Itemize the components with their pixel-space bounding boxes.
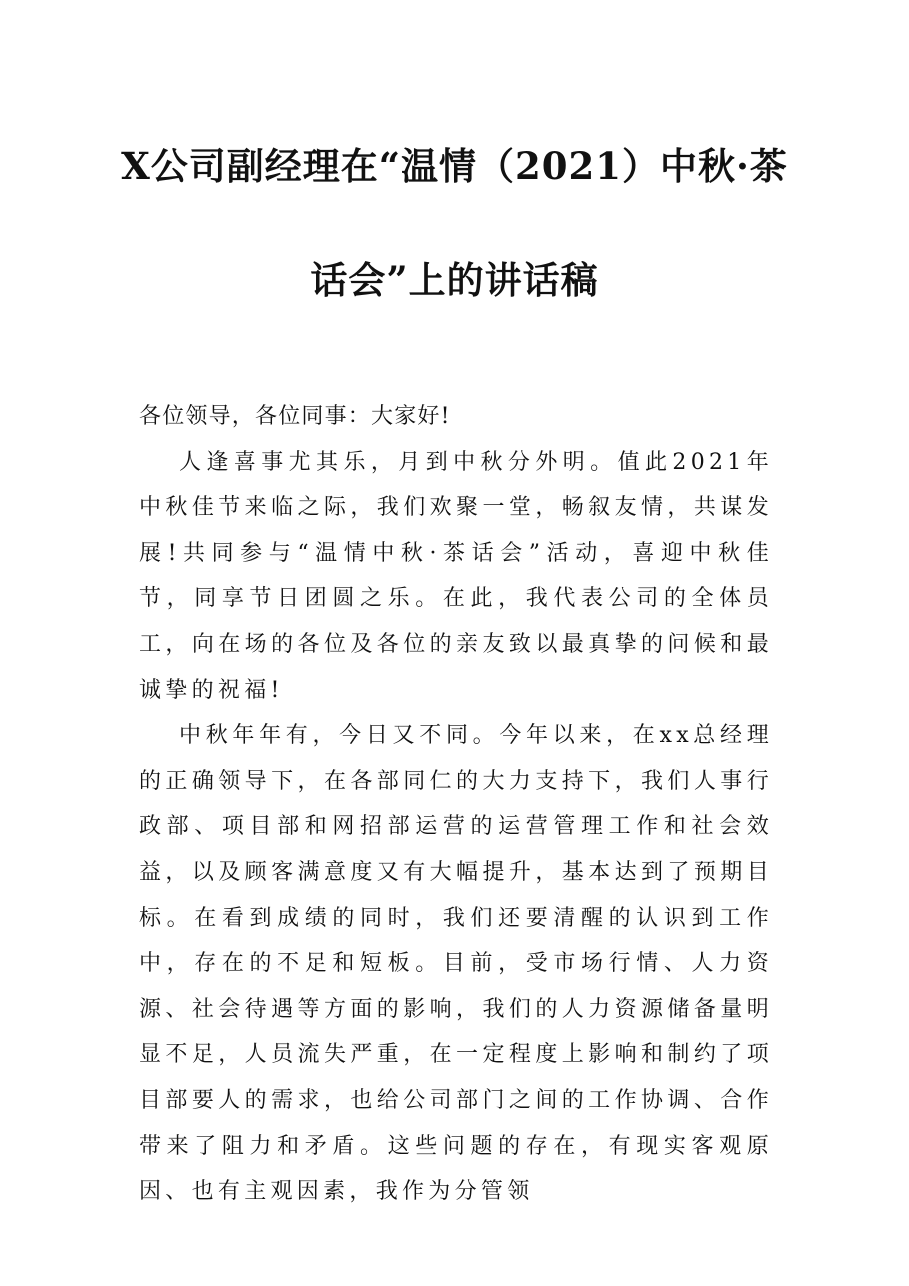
document-body [139, 394, 773, 1215]
paragraph-2: 中秋年年有，今日又不同。今年以来，在xx总经理的正确领导下，在各部同仁的大力支持下，我们人事行政部、项目部和网招部运营的运营管理工作和社会效益，以及顾客满意度又有大幅提升，基本达到了预期目标。在看到成绩的同时，我们还要清醒的认识到工作中，存在的不足和短板。目前，受市场行情、人力资源、社会待遇等方面的影响，我们的人力资源储备量明显不足，人员流失严重，在一定程度上影响和制约了项目部要人的需求，也给公司部门之间的工作协调、合作带来了阻力和矛盾。这些问题的存在，有现实客观原因、也有主观因素，我作为分管领 [139, 723, 773, 1205]
document-title-line-1: X公司副经理在“温情（2021）中秋·茶 [121, 144, 788, 188]
paragraph-1: 人逢喜事尤其乐，月到中秋分外明。值此2021年中秋佳节来临之际，我们欢聚一堂，畅叙友情，共谋发展!共同参与“温情中秋·茶话会”活动，喜迎中秋佳节，同享节日团圆之乐。在此，我代表公司的全体员工，向在场的各位及各位的亲友致以最真挚的问候和最诚挚的祝福! [139, 449, 773, 703]
document-title-line-2: 话会”上的讲话稿 [310, 258, 599, 302]
greeting: 各位领导，各位同事：大家好! [139, 404, 451, 429]
